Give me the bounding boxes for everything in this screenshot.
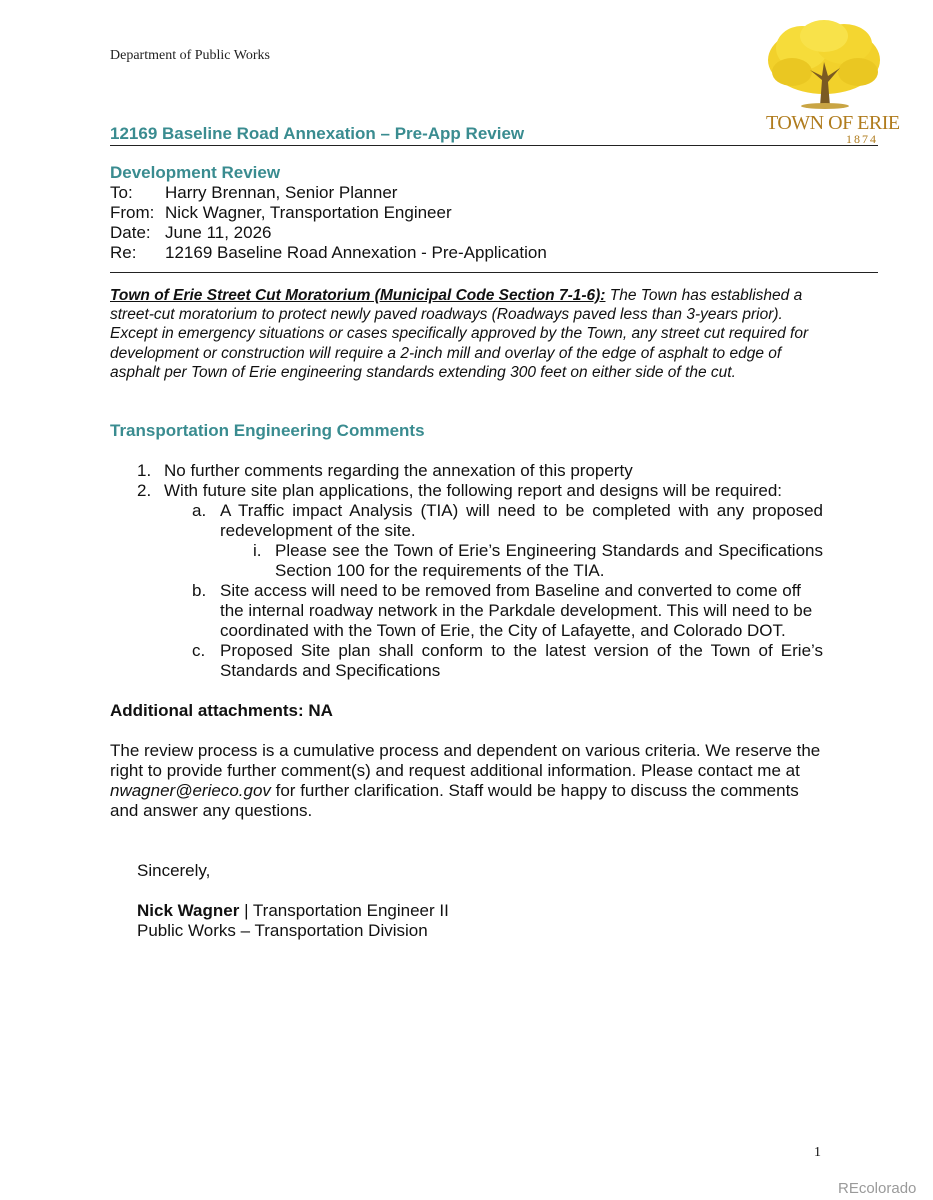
comment-item-2a: A Traffic impact Analysis (TIA) will need to be completed with any proposed redevelopment of the site. (220, 501, 823, 540)
list-letter: b. (192, 581, 207, 600)
closing-text: for further clarification. Staff would be happy to discuss the comments and answer any questions. (110, 781, 799, 820)
memo-value: 12169 Baseline Road Annexation - Pre-Application (165, 243, 547, 262)
page-number: 1 (814, 1145, 821, 1160)
logo-year: 1874 (846, 132, 878, 146)
comment-item-2c: Proposed Site plan shall conform to the latest version of the Town of Erie’s Standards and Specifications (220, 641, 823, 680)
memo-value: Nick Wagner, Transportation Engineer (165, 203, 452, 222)
memo-value: Harry Brennan, Senior Planner (165, 183, 398, 202)
comment-item-2b: Site access will need to be removed from Baseline and converted to come off the internal roadway network in the Parkdale development. This will need to be coordinated with the Town of Erie, the City of Lafayette, and Colorado DOT. (220, 581, 813, 640)
signer-title: | Transportation Engineer II (239, 901, 449, 920)
memo-label: From: (110, 203, 155, 222)
list-letter: c. (192, 641, 206, 660)
comment-item-2a-i: Please see the Town of Erie’s Engineering Standards and Specifications Section 100 for the requirements of the TIA. (275, 541, 823, 580)
salutation: Sincerely, (137, 861, 211, 880)
comment-item-1: No further comments regarding the annexation of this property (164, 461, 633, 480)
tree-icon (762, 18, 887, 118)
memo-value: June 11, 2026 (165, 223, 272, 242)
memo-row-re (110, 243, 547, 263)
moratorium-text: The Town has established a street-cut moratorium to protect newly paved roadways (Roadways paved less than 3-years prior). Except in emergency situations or cases specifically approved by the Town, any street cut required for development or construction will require a 2-inch mill and overlay of the edge of asphalt to edge of asphalt per Town of Erie engineering standards extending 300 feet on either side of the cut. (110, 287, 809, 381)
watermark: REcolorado (838, 1180, 917, 1197)
list-letter: a. (192, 501, 207, 520)
comments-heading: Transportation Engineering Comments (110, 421, 425, 440)
list-number: 1. (137, 461, 152, 480)
list-roman: i. (253, 541, 262, 560)
closing-paragraph (110, 741, 830, 821)
comment-item-2: With future site plan applications, the following report and designs will be required: (164, 481, 783, 500)
logo-text: TOWN OF ERIE (766, 112, 900, 134)
town-of-erie-logo (762, 18, 900, 146)
signer-name: Nick Wagner (137, 901, 240, 920)
memo-label: Date: (110, 223, 151, 242)
closing-text: The review process is a cumulative process and dependent on various criteria. We reserve the right to provide further comment(s) and request additional information. Please contact me at (110, 741, 821, 780)
signer-division: Public Works – Transportation Division (137, 921, 428, 940)
moratorium-heading: Town of Erie Street Cut Moratorium (Municipal Code Section 7-1-6): (110, 287, 606, 304)
memo-row-date (110, 223, 547, 243)
signature-line (137, 901, 449, 921)
memo-row-to (110, 183, 547, 203)
list-number: 2. (137, 481, 152, 500)
memo-heading: Development Review (110, 163, 281, 182)
title-divider (110, 145, 878, 146)
department-name: Department of Public Works (110, 48, 270, 63)
contact-email: nwagner@erieco.gov (110, 781, 271, 800)
memo-row-from (110, 203, 547, 223)
attachments-line: Additional attachments: NA (110, 701, 333, 720)
memo-block (110, 163, 547, 263)
memo-divider (110, 272, 878, 273)
document-title: 12169 Baseline Road Annexation – Pre-App Review (110, 124, 525, 143)
moratorium-paragraph (110, 286, 830, 382)
memo-label: To: (110, 183, 133, 202)
memo-label: Re: (110, 243, 137, 262)
